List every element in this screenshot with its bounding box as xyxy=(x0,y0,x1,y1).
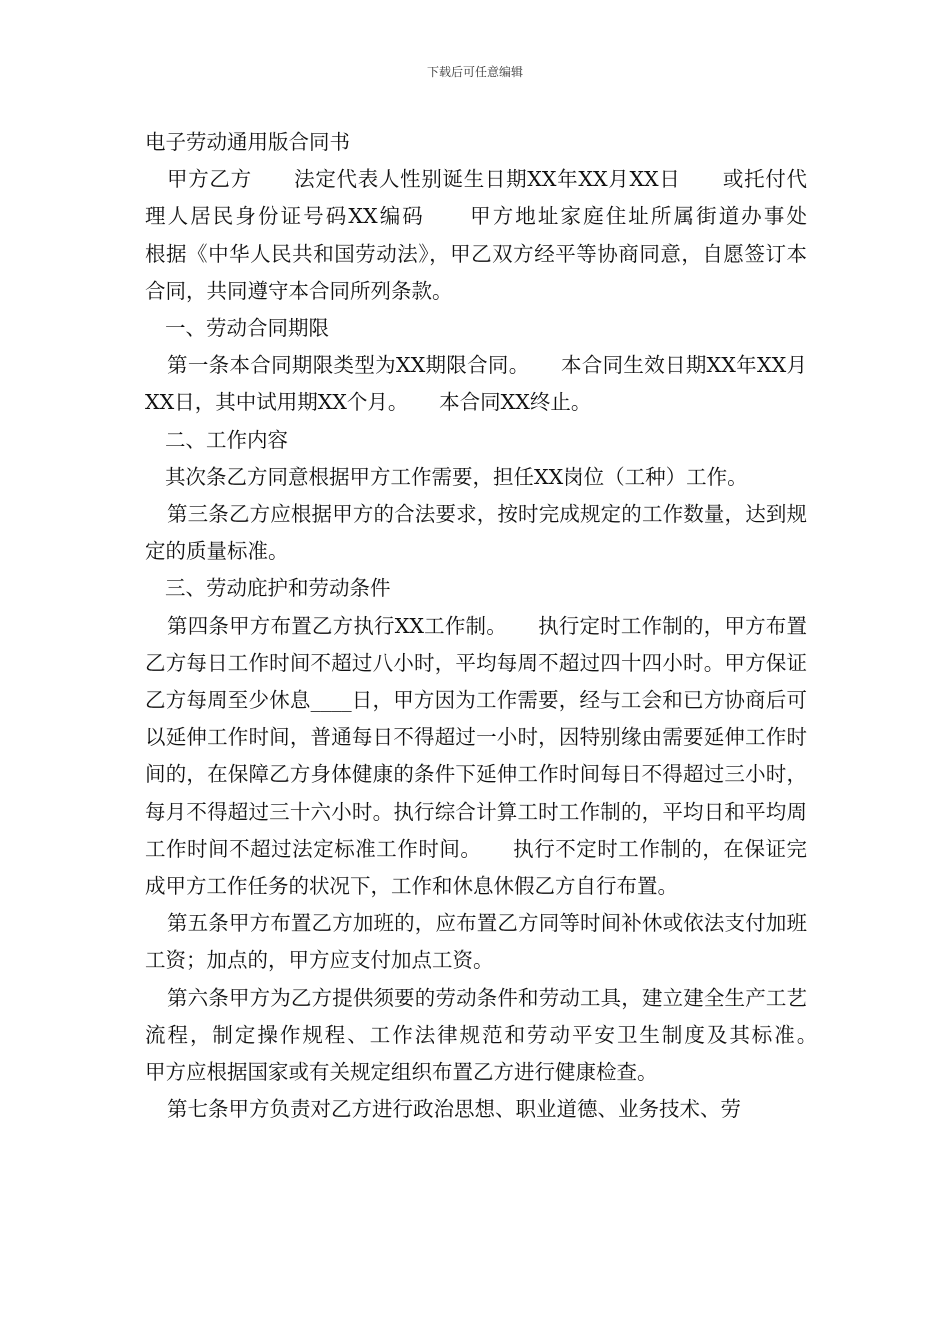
article-4: 第四条甲方布置乙方执行XX工作制。 执行定时工作制的，甲方布置乙方每日工作时间不超过八小时，平均每周不超过四十四小时。甲方保证乙方每周至少休息____日，甲方因为工作需要，经与工会和已方协商后可以延伸工作时间，普通每日不得超过一小时，因特别缘由需要延伸工作时间的，在保障乙方身体健康的条件下延伸工作时间每日不得超过三小时，每月不得超过三十六小时。执行综合计算工时工作制的，平均日和平均周工作时间不超过法定标准工作时间。 执行不定时工作制的，在保证完成甲方工作任务的状况下，工作和休息休假乙方自行布置。 xyxy=(145,613,807,899)
section-heading-work: 二、工作内容 xyxy=(165,427,288,452)
article-7: 第七条甲方负责对乙方进行政治思想、职业道德、业务技术、劳 xyxy=(167,1097,741,1122)
contract-body xyxy=(145,124,848,1128)
article-1: 第一条本合同期限类型为XX期限合同。 本合同生效日期XX年XX月XX日，其中试用期XX个月。 本合同XX终止。 xyxy=(145,353,807,415)
article-2: 其次条乙方同意根据甲方工作需要，担任XX岗位（工种）工作。 xyxy=(165,464,748,489)
document-title: 电子劳动通用版合同书 xyxy=(145,130,350,154)
article-5: 第五条甲方布置乙方加班的，应布置乙方同等时间补休或依法支付加班工资；加点的，甲方应支付加点工资。 xyxy=(145,911,807,973)
parties-paragraph: 甲方乙方 法定代表人性别诞生日期XX年XX月XX日 或托付代理人居民身份证号码XX编码 甲方地址家庭住址所属街道办事处 根据《中华人民共和国劳动法》，甲乙双方经平等协商同意，自愿签订本合同，共同遵守本合同所列条款。 xyxy=(145,167,848,303)
article-3: 第三条乙方应根据甲方的合法要求，按时完成规定的工作数量，达到规定的质量标准。 xyxy=(145,502,807,564)
page-header-note: 下载后可任意编辑 xyxy=(426,65,523,79)
section-heading-term: 一、劳动合同期限 xyxy=(165,316,329,341)
section-heading-protection: 三、劳动庇护和劳动条件 xyxy=(165,576,391,601)
article-6: 第六条甲方为乙方提供须要的劳动条件和劳动工具，建立建全生产工艺流程，制定操作规程、工作法律规范和劳动平安卫生制度及其标准。 甲方应根据国家或有关规定组织布置乙方进行健康检查。 xyxy=(145,985,848,1085)
